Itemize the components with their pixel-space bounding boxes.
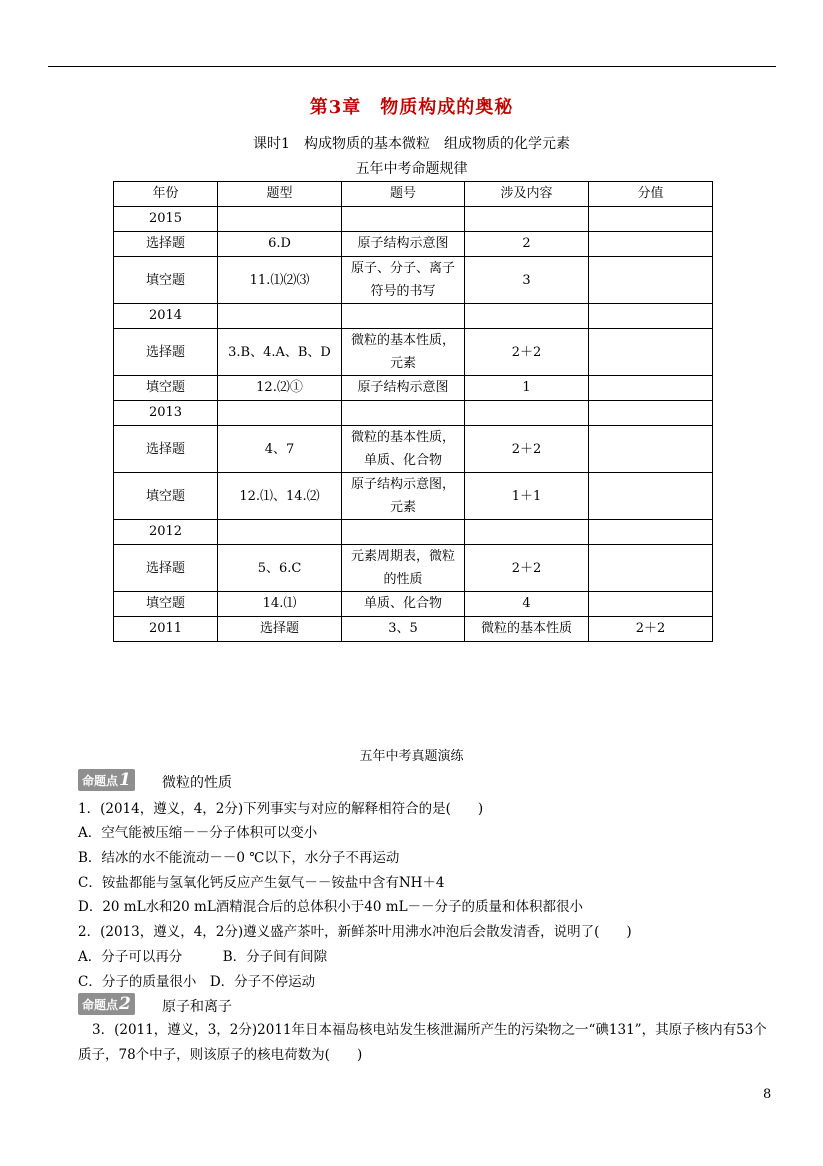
table-cell: 原子结构示意图: [342, 376, 465, 401]
question-stem: 1．(2014，遵义，4，2分)下列事实与对应的解释相符合的是( ): [78, 801, 484, 817]
table-cell: 1＋1: [465, 473, 589, 520]
table-cell: [589, 545, 713, 592]
table-cell: 微粒的基本性质，单质、化合物: [342, 426, 465, 473]
table-row: [114, 401, 713, 426]
table-cell: 填空题: [114, 376, 218, 401]
table-cell: 单质、化合物: [342, 592, 465, 617]
question-stem: 2．(2013，遵义，4，2分)遵义盛产茶叶，新鲜茶叶用沸水冲泡后会散发清香，说明了( ): [78, 924, 632, 940]
question-stem: 3．(2011，遵义，3，2分)2011年日本福岛核电站发生核泄漏所产生的污染物之一“碘131”，其原子核内有53个质子，78个中子，则该原子的核电荷数为( ): [78, 1022, 767, 1063]
table-cell: [342, 304, 465, 329]
table-cell: [589, 232, 713, 257]
table-cell: 元素周期表，微粒的性质: [342, 545, 465, 592]
table-cell: 2＋2: [465, 426, 589, 473]
table-cell: 2＋2: [465, 329, 589, 376]
header-rule: [48, 66, 776, 67]
table-cell: 12.⑴、14.⑵: [218, 473, 342, 520]
chapter-title: 第3章 物质构成的奥秘: [309, 97, 514, 118]
lesson-title: 课时1 构成物质的基本微粒 组成物质的化学元素: [253, 136, 570, 152]
table-cell: 3.B、4.A、B、D: [218, 329, 342, 376]
table-cell: [218, 207, 342, 232]
table-row: [114, 207, 713, 232]
table-cell: 1: [465, 376, 589, 401]
page-number: 8: [763, 1087, 772, 1102]
table-cell: 14.⑴: [218, 592, 342, 617]
topic-title: 微粒的性质: [162, 775, 232, 791]
table-cell: 5、6.C: [218, 545, 342, 592]
table-cell: 2014: [114, 304, 218, 329]
table-cell: [465, 304, 589, 329]
table-cell: 填空题: [114, 257, 218, 304]
table-row: [114, 592, 713, 617]
table-cell: [589, 592, 713, 617]
table-cell: [218, 520, 342, 545]
topic-title: 原子和离子: [162, 999, 232, 1015]
table-cell: 选择题: [114, 545, 218, 592]
header-cell: 题型: [218, 182, 342, 207]
table-cell: 6.D: [218, 232, 342, 257]
table-cell: [589, 426, 713, 473]
table-cell: 4: [465, 592, 589, 617]
header-cell: 年份: [114, 182, 218, 207]
option-a: A．空气能被压缩－－分子体积可以变小: [78, 825, 318, 841]
table-row: [114, 545, 713, 592]
table-cell: [589, 257, 713, 304]
table-cell: [465, 520, 589, 545]
table-cell: 3: [465, 257, 589, 304]
table-cell: 2＋2: [589, 617, 713, 642]
table-row: [114, 232, 713, 257]
table-cell: 2012: [114, 520, 218, 545]
table-cell: 4、7: [218, 426, 342, 473]
topic-badge-number: 2: [119, 994, 131, 1014]
table-cell: 3、5: [342, 617, 465, 642]
table-cell: 原子结构示意图，元素: [342, 473, 465, 520]
table-row: [114, 329, 713, 376]
table-cell: 选择题: [114, 232, 218, 257]
table-cell: [342, 520, 465, 545]
table-row: [114, 304, 713, 329]
table-row: [114, 376, 713, 401]
table-cell: [589, 207, 713, 232]
table-cell: [342, 401, 465, 426]
table-cell: 11.⑴⑵⑶: [218, 257, 342, 304]
table-cell: 选择题: [114, 426, 218, 473]
options-cd: C．分子的质量很小 D．分子不停运动: [78, 974, 316, 990]
table-cell: [589, 376, 713, 401]
table-cell: [589, 401, 713, 426]
header-cell: 分值: [589, 182, 713, 207]
option-b: B．结冰的水不能流动－－0 ℃以下，水分子不再运动: [78, 850, 400, 866]
table-cell: [342, 207, 465, 232]
topic-badge: [78, 769, 135, 791]
table-cell: 填空题: [114, 473, 218, 520]
table-cell: 原子、分子、离子符号的书写: [342, 257, 465, 304]
option-c: C．铵盐都能与氢氧化钙反应产生氨气－－铵盐中含有NH＋4: [78, 875, 445, 891]
table-row: [114, 426, 713, 473]
table-cell: 12.⑵①: [218, 376, 342, 401]
table-header-row: [114, 182, 713, 207]
table-cell: 选择题: [114, 329, 218, 376]
topic-badge-number: 1: [119, 770, 131, 790]
table-cell: [218, 401, 342, 426]
table-row: [114, 520, 713, 545]
table-cell: 2＋2: [465, 545, 589, 592]
options-ab: A．分子可以再分 B．分子间有间隙: [78, 949, 328, 965]
table-cell: 填空题: [114, 592, 218, 617]
table-cell: [589, 473, 713, 520]
table-cell: [465, 401, 589, 426]
table-cell: 微粒的基本性质: [465, 617, 589, 642]
table-cell: [589, 329, 713, 376]
table-row: [114, 257, 713, 304]
table-cell: 2013: [114, 401, 218, 426]
table-caption: 五年中考命题规律: [355, 161, 468, 177]
table-cell: 原子结构示意图: [342, 232, 465, 257]
table-cell: 微粒的基本性质，元素: [342, 329, 465, 376]
option-d: D．20 mL水和20 mL酒精混合后的总体积小于40 mL－－分子的质量和体积都很小: [78, 899, 584, 915]
table-cell: [589, 520, 713, 545]
table-row: [114, 473, 713, 520]
topic-badge: [78, 993, 135, 1015]
header-cell: 题号: [342, 182, 465, 207]
table-cell: 2011: [114, 617, 218, 642]
table-cell: [589, 304, 713, 329]
table-cell: 2015: [114, 207, 218, 232]
exam-pattern-table: [113, 181, 713, 642]
header-cell: 涉及内容: [465, 182, 589, 207]
table-cell: 选择题: [218, 617, 342, 642]
topic-badge-label: 命题点: [82, 998, 119, 1012]
table-cell: [218, 304, 342, 329]
table-cell: 2: [465, 232, 589, 257]
table-cell: [465, 207, 589, 232]
topic-badge-label: 命题点: [82, 774, 119, 788]
practice-title: 五年中考真题演练: [359, 749, 464, 764]
table-row: [114, 617, 713, 642]
